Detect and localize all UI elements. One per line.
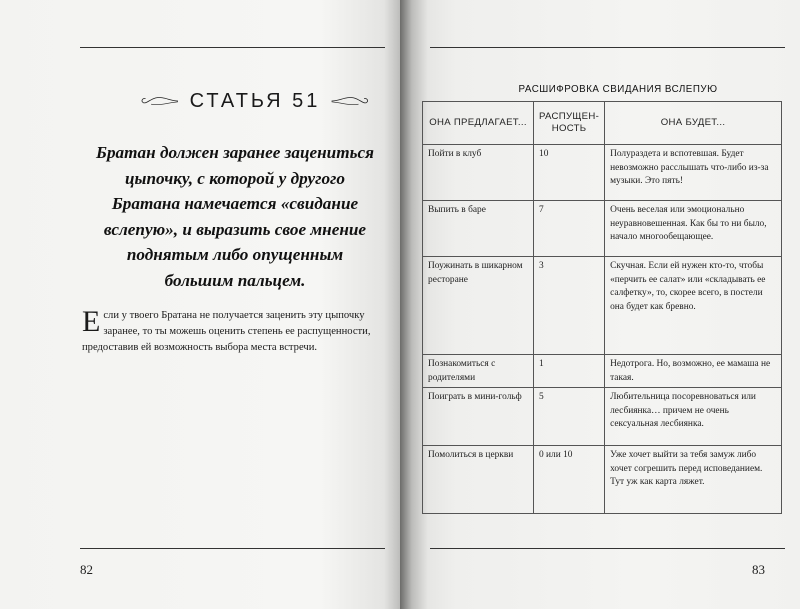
cell-level: 1: [534, 355, 605, 388]
cell-result: Любительница посоревноваться или лесбиянка… причем не очень сексуальная лесбиянка.: [605, 388, 782, 446]
right-page: [400, 0, 800, 609]
body-paragraph: [82, 305, 382, 356]
cell-offer: Помолиться в церкви: [423, 446, 534, 514]
cell-level: 0 или 10: [534, 446, 605, 514]
cell-level: 7: [534, 201, 605, 257]
page-number-left: 82: [80, 562, 93, 577]
cell-result: Скучная. Если ей нужен кто-то, чтобы «перчить ее салат» или «складывать ее салфетку», то, скорее всего, в постели она будет как бревно.: [605, 257, 782, 355]
table-header-row: [423, 102, 782, 145]
cell-result: Недотрога. Но, возможно, ее мамаша не такая.: [605, 355, 782, 388]
table-row: [423, 355, 782, 388]
table-row: [423, 257, 782, 355]
drop-cap: Е: [82, 305, 101, 338]
blind-date-table: [422, 101, 782, 514]
body-text: сли у твоего Братана не получается заценить эту цыпочку заранее, то ты можешь оценить степень ее распущенности, предоставив ей возможность выбора места встречи.: [82, 310, 371, 353]
cell-result: Уже хочет выйти за тебя замуж либо хочет согрешить перед исповеданием. Тут уж как карта ляжет.: [605, 446, 782, 514]
table-row: [423, 388, 782, 446]
top-rule: [430, 47, 785, 48]
cell-level: 10: [534, 145, 605, 201]
cell-offer: Поужинать в шикарном ресторане: [423, 257, 534, 355]
bottom-rule: [430, 548, 785, 549]
cell-offer: Познакомиться с родителями: [423, 355, 534, 388]
header-level: РАСПУЩЕН-НОСТЬ: [534, 102, 605, 145]
chapter-title: СТАТЬЯ 51: [189, 89, 321, 112]
page-number-right: 83: [752, 562, 765, 577]
cell-result: Очень веселая или эмоционально неуравновешенная. Как бы то ни было, начало многообещающее.: [605, 201, 782, 257]
cell-level: 3: [534, 257, 605, 355]
chapter-heading: [140, 86, 370, 116]
cell-level: 5: [534, 388, 605, 446]
table-title: РАСШИФРОВКА СВИДАНИЯ ВСЛЕПУЮ: [518, 84, 718, 95]
top-rule: [80, 47, 385, 48]
right-flourish-icon: [330, 91, 370, 111]
lead-statement: Братан должен заранее зацениться цыпочку, с которой у другого Братана намечается «свидание вслепую», и выразить свое мнение поднятым либо опущенным большим пальцем.: [96, 143, 374, 290]
cell-result: Полураздета и вспотевшая. Будет невозможно расслышать что-либо из-за музыки. Это пять!: [605, 145, 782, 201]
table-row: [423, 446, 782, 514]
left-flourish-icon: [140, 91, 180, 111]
cell-offer: Пойти в клуб: [423, 145, 534, 201]
header-offer: ОНА ПРЕДЛАГАЕТ...: [423, 102, 534, 145]
header-result: ОНА БУДЕТ...: [605, 102, 782, 145]
cell-offer: Выпить в баре: [423, 201, 534, 257]
table-row: [423, 201, 782, 257]
cell-offer: Поиграть в мини-гольф: [423, 388, 534, 446]
bottom-rule: [80, 548, 385, 549]
table-row: [423, 145, 782, 201]
